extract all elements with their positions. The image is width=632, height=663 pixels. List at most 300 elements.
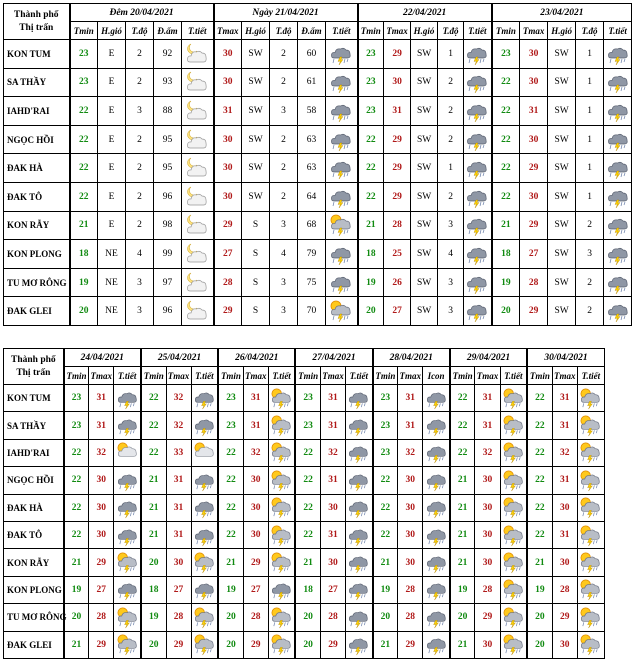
tmax-cell: 31 bbox=[243, 412, 268, 439]
day-header: 27/04/2021 bbox=[295, 349, 372, 367]
tmin-cell: 19 bbox=[450, 576, 475, 603]
table-row bbox=[4, 494, 605, 521]
value-cell: NE bbox=[98, 297, 126, 326]
tmax-cell: 30 bbox=[243, 467, 268, 494]
value-cell: 30 bbox=[520, 125, 548, 154]
table-row bbox=[4, 68, 632, 97]
tmax-cell: 32 bbox=[166, 412, 191, 439]
moon-cloud-icon bbox=[185, 70, 209, 94]
storm-cloud-icon bbox=[425, 606, 448, 629]
weather-cell bbox=[114, 467, 141, 494]
weather-cell bbox=[464, 182, 492, 211]
city-name: SA THẦY bbox=[4, 412, 64, 439]
tmin-cell: 20 bbox=[218, 604, 243, 631]
sun-storm-icon bbox=[270, 496, 293, 519]
storm-cloud-icon bbox=[425, 414, 448, 437]
weather-cell bbox=[604, 68, 632, 97]
value-cell: 22 bbox=[358, 125, 384, 154]
value-cell: 1 bbox=[576, 40, 604, 69]
value-cell: 2 bbox=[270, 125, 298, 154]
tmax-cell: 31 bbox=[166, 467, 191, 494]
tmax-cell: 29 bbox=[89, 631, 114, 658]
value-cell: 18 bbox=[492, 240, 520, 269]
value-cell: SW bbox=[548, 40, 576, 69]
value-cell: 19 bbox=[492, 268, 520, 297]
column-header: Tmax bbox=[320, 367, 345, 385]
city-header-line2: Thị trấn bbox=[19, 22, 54, 33]
weather-cell bbox=[423, 467, 450, 494]
moon-cloud-icon bbox=[185, 271, 209, 295]
value-cell: 30 bbox=[214, 40, 242, 69]
weather-cell bbox=[577, 549, 604, 576]
sun-storm-icon bbox=[116, 633, 139, 656]
weather-cell bbox=[114, 412, 141, 439]
weather-cell bbox=[423, 576, 450, 603]
table-row bbox=[4, 40, 632, 69]
tmin-cell: 23 bbox=[373, 385, 398, 412]
weather-cell bbox=[423, 385, 450, 412]
tmax-cell: 30 bbox=[475, 494, 500, 521]
tmin-cell: 22 bbox=[373, 494, 398, 521]
storm-cloud-icon bbox=[606, 156, 630, 180]
weather-cell bbox=[423, 604, 450, 631]
value-cell: 21 bbox=[492, 211, 520, 240]
sun-storm-icon bbox=[502, 578, 525, 601]
weather-cell bbox=[577, 631, 604, 658]
storm-cloud-icon bbox=[329, 128, 353, 152]
table-row bbox=[4, 549, 605, 576]
tmax-cell: 30 bbox=[320, 549, 345, 576]
sun-storm-icon bbox=[579, 524, 602, 547]
tmax-cell: 30 bbox=[475, 631, 500, 658]
value-cell: 27 bbox=[384, 297, 411, 326]
table-row bbox=[4, 604, 605, 631]
weather-cell bbox=[500, 439, 527, 466]
column-header: Tmax bbox=[384, 22, 411, 40]
weather-cell bbox=[604, 125, 632, 154]
weather-cell bbox=[114, 576, 141, 603]
storm-cloud-icon bbox=[425, 524, 448, 547]
value-cell: 22 bbox=[70, 125, 98, 154]
weather-cell bbox=[114, 604, 141, 631]
value-cell: SW bbox=[548, 211, 576, 240]
storm-cloud-icon bbox=[465, 42, 489, 66]
value-cell: 95 bbox=[154, 154, 182, 183]
tmin-cell: 19 bbox=[64, 576, 89, 603]
sun-storm-icon bbox=[579, 633, 602, 656]
tmax-cell: 27 bbox=[320, 576, 345, 603]
tmin-cell: 22 bbox=[141, 412, 166, 439]
value-cell: 3 bbox=[270, 97, 298, 126]
tmin-cell: 18 bbox=[295, 576, 320, 603]
day-header: 25/04/2021 bbox=[141, 349, 218, 367]
value-cell: 99 bbox=[154, 240, 182, 269]
value-cell: 20 bbox=[492, 297, 520, 326]
table-row bbox=[4, 182, 632, 211]
tmax-cell: 31 bbox=[552, 467, 577, 494]
weather-cell bbox=[346, 467, 373, 494]
weather-cell bbox=[500, 521, 527, 548]
tmax-cell: 30 bbox=[166, 549, 191, 576]
tmax-cell: 27 bbox=[89, 576, 114, 603]
value-cell: 2 bbox=[126, 182, 154, 211]
tmin-cell: 21 bbox=[373, 549, 398, 576]
column-header: T.độ bbox=[270, 22, 298, 40]
value-cell: 88 bbox=[154, 97, 182, 126]
value-cell: 31 bbox=[214, 97, 242, 126]
tmax-cell: 29 bbox=[552, 604, 577, 631]
city-name: IAHD'RAI bbox=[4, 97, 70, 126]
storm-cloud-icon bbox=[606, 242, 630, 266]
tmin-cell: 22 bbox=[218, 439, 243, 466]
sun-storm-icon bbox=[270, 414, 293, 437]
value-cell: 22 bbox=[70, 154, 98, 183]
sun-storm-icon bbox=[329, 213, 353, 237]
value-cell: 3 bbox=[438, 297, 464, 326]
sun-storm-icon bbox=[579, 551, 602, 574]
sun-storm-icon bbox=[502, 524, 525, 547]
tmax-cell: 32 bbox=[552, 439, 577, 466]
value-cell: 93 bbox=[154, 68, 182, 97]
tmin-cell: 21 bbox=[450, 631, 475, 658]
storm-cloud-icon bbox=[465, 99, 489, 123]
sun-storm-icon bbox=[579, 414, 602, 437]
value-cell: 28 bbox=[520, 268, 548, 297]
sun-storm-icon bbox=[502, 469, 525, 492]
weather-cell bbox=[191, 576, 218, 603]
moon-cloud-icon bbox=[185, 128, 209, 152]
table-row bbox=[4, 385, 605, 412]
column-header: Tmin bbox=[70, 22, 98, 40]
value-cell: 2 bbox=[438, 97, 464, 126]
value-cell: 22 bbox=[492, 182, 520, 211]
storm-cloud-icon bbox=[329, 242, 353, 266]
storm-cloud-icon bbox=[329, 42, 353, 66]
day-header: 30/04/2021 bbox=[527, 349, 604, 367]
tmax-cell: 30 bbox=[89, 521, 114, 548]
city-name: ĐAK HÀ bbox=[4, 154, 70, 183]
column-header: T.tiết bbox=[114, 367, 141, 385]
storm-cloud-icon bbox=[329, 99, 353, 123]
storm-cloud-icon bbox=[193, 469, 216, 492]
value-cell: 60 bbox=[298, 40, 326, 69]
value-cell: 27 bbox=[520, 240, 548, 269]
column-header: Tmin bbox=[373, 367, 398, 385]
weather-cell bbox=[423, 494, 450, 521]
weather-cell bbox=[326, 268, 358, 297]
weather-cell bbox=[346, 576, 373, 603]
column-header: Tmin bbox=[295, 367, 320, 385]
weather-cell bbox=[268, 439, 295, 466]
value-cell: 23 bbox=[358, 68, 384, 97]
weather-cell bbox=[604, 154, 632, 183]
city-name: TU MƠ RÔNG bbox=[4, 268, 70, 297]
tmin-cell: 22 bbox=[527, 385, 552, 412]
tmin-cell: 22 bbox=[295, 439, 320, 466]
sun-storm-icon bbox=[579, 469, 602, 492]
value-cell: 58 bbox=[298, 97, 326, 126]
value-cell: 79 bbox=[298, 240, 326, 269]
value-cell: 1 bbox=[438, 40, 464, 69]
value-cell: 29 bbox=[214, 297, 242, 326]
storm-cloud-icon bbox=[606, 128, 630, 152]
tmin-cell: 22 bbox=[218, 521, 243, 548]
tmin-cell: 22 bbox=[527, 412, 552, 439]
weather-cell bbox=[182, 240, 214, 269]
tmin-cell: 23 bbox=[218, 385, 243, 412]
storm-cloud-icon bbox=[465, 242, 489, 266]
day-header: 26/04/2021 bbox=[218, 349, 295, 367]
tmax-cell: 31 bbox=[89, 412, 114, 439]
weather-cell bbox=[500, 467, 527, 494]
value-cell: E bbox=[98, 154, 126, 183]
value-cell: SW bbox=[548, 125, 576, 154]
value-cell: 27 bbox=[214, 240, 242, 269]
storm-cloud-icon bbox=[116, 387, 139, 410]
city-name: NGỌC HỒI bbox=[4, 467, 64, 494]
tmin-cell: 22 bbox=[141, 439, 166, 466]
tmax-cell: 31 bbox=[320, 385, 345, 412]
tmax-cell: 28 bbox=[398, 604, 423, 631]
value-cell: SW bbox=[548, 240, 576, 269]
value-cell: 95 bbox=[154, 125, 182, 154]
sun-storm-icon bbox=[502, 606, 525, 629]
column-header: T.tiết bbox=[268, 367, 295, 385]
tmax-cell: 31 bbox=[475, 412, 500, 439]
value-cell: 1 bbox=[576, 68, 604, 97]
value-cell: 68 bbox=[298, 211, 326, 240]
tmin-cell: 19 bbox=[527, 576, 552, 603]
weather-cell bbox=[500, 604, 527, 631]
value-cell: SW bbox=[242, 125, 270, 154]
table-row bbox=[4, 211, 632, 240]
tmin-cell: 20 bbox=[450, 604, 475, 631]
value-cell: 22 bbox=[358, 154, 384, 183]
tmax-cell: 29 bbox=[89, 549, 114, 576]
weather-cell bbox=[182, 297, 214, 326]
tmax-cell: 31 bbox=[320, 412, 345, 439]
value-cell: 23 bbox=[358, 40, 384, 69]
storm-cloud-icon bbox=[116, 469, 139, 492]
storm-cloud-icon bbox=[347, 606, 370, 629]
weather-cell bbox=[182, 154, 214, 183]
value-cell: S bbox=[242, 240, 270, 269]
tmin-cell: 21 bbox=[450, 494, 475, 521]
value-cell: SW bbox=[411, 154, 438, 183]
tmin-cell: 22 bbox=[295, 521, 320, 548]
column-header: Tmax bbox=[214, 22, 242, 40]
weather-cell bbox=[500, 494, 527, 521]
weather-cell bbox=[464, 40, 492, 69]
weather-cell bbox=[464, 154, 492, 183]
tmin-cell: 22 bbox=[527, 467, 552, 494]
tmax-cell: 29 bbox=[398, 631, 423, 658]
column-header: T.tiết bbox=[182, 22, 214, 40]
sun-storm-icon bbox=[502, 441, 525, 464]
value-cell: 30 bbox=[214, 154, 242, 183]
tmin-cell: 23 bbox=[218, 412, 243, 439]
tmax-cell: 32 bbox=[398, 439, 423, 466]
storm-cloud-icon bbox=[465, 271, 489, 295]
value-cell: 29 bbox=[520, 297, 548, 326]
column-header: Đ.ẩm bbox=[298, 22, 326, 40]
sun-storm-icon bbox=[579, 441, 602, 464]
tmax-cell: 29 bbox=[320, 631, 345, 658]
column-header: Tmax bbox=[475, 367, 500, 385]
sun-storm-icon bbox=[579, 578, 602, 601]
city-header bbox=[4, 4, 70, 40]
table-row bbox=[4, 125, 632, 154]
value-cell: E bbox=[98, 68, 126, 97]
value-cell: 31 bbox=[520, 97, 548, 126]
value-cell: 3 bbox=[126, 268, 154, 297]
weather-cell bbox=[423, 631, 450, 658]
tmax-cell: 31 bbox=[166, 521, 191, 548]
weather-cell bbox=[191, 412, 218, 439]
tmax-cell: 30 bbox=[475, 549, 500, 576]
city-name: KON PLONG bbox=[4, 240, 70, 269]
value-cell: SW bbox=[411, 240, 438, 269]
table-row bbox=[4, 521, 605, 548]
tmin-cell: 21 bbox=[527, 549, 552, 576]
storm-cloud-icon bbox=[116, 524, 139, 547]
tmax-cell: 30 bbox=[475, 467, 500, 494]
city-name: KON PLONG bbox=[4, 576, 64, 603]
weather-cell bbox=[114, 439, 141, 466]
tmax-cell: 31 bbox=[475, 385, 500, 412]
value-cell: SW bbox=[411, 68, 438, 97]
column-header: Tmax bbox=[89, 367, 114, 385]
sun-storm-icon bbox=[502, 496, 525, 519]
value-cell: 2 bbox=[576, 268, 604, 297]
tmin-cell: 20 bbox=[373, 604, 398, 631]
value-cell: 61 bbox=[298, 68, 326, 97]
storm-cloud-icon bbox=[606, 185, 630, 209]
tmax-cell: 31 bbox=[320, 521, 345, 548]
value-cell: 2 bbox=[576, 211, 604, 240]
value-cell: SW bbox=[548, 268, 576, 297]
sun-storm-icon bbox=[116, 606, 139, 629]
column-header: T.độ bbox=[438, 22, 464, 40]
storm-cloud-icon bbox=[606, 99, 630, 123]
tmin-cell: 21 bbox=[64, 549, 89, 576]
weather-cell bbox=[191, 521, 218, 548]
storm-cloud-icon bbox=[606, 70, 630, 94]
value-cell: SW bbox=[411, 268, 438, 297]
tmax-cell: 31 bbox=[398, 385, 423, 412]
tmin-cell: 22 bbox=[141, 385, 166, 412]
tmin-cell: 21 bbox=[141, 467, 166, 494]
storm-cloud-icon bbox=[465, 185, 489, 209]
value-cell: 96 bbox=[154, 297, 182, 326]
weather-cell bbox=[182, 125, 214, 154]
value-cell: 30 bbox=[520, 68, 548, 97]
storm-cloud-icon bbox=[347, 441, 370, 464]
tmin-cell: 22 bbox=[218, 494, 243, 521]
weather-cell bbox=[500, 412, 527, 439]
tmax-cell: 30 bbox=[475, 521, 500, 548]
weather-cell bbox=[191, 604, 218, 631]
sun-cloud-icon bbox=[193, 441, 216, 464]
storm-cloud-icon bbox=[465, 213, 489, 237]
moon-cloud-icon bbox=[185, 299, 209, 323]
value-cell: SW bbox=[411, 211, 438, 240]
tmax-cell: 30 bbox=[398, 467, 423, 494]
weather-cell bbox=[577, 385, 604, 412]
value-cell: 30 bbox=[214, 182, 242, 211]
tmin-cell: 21 bbox=[141, 521, 166, 548]
weather-cell bbox=[268, 521, 295, 548]
weather-cell bbox=[191, 631, 218, 658]
city-header-line1: Thành phố bbox=[13, 9, 59, 20]
value-cell: 3 bbox=[126, 297, 154, 326]
tmin-cell: 23 bbox=[373, 412, 398, 439]
forecast-table-1 bbox=[3, 3, 632, 326]
tmax-cell: 31 bbox=[243, 385, 268, 412]
weather-cell bbox=[268, 385, 295, 412]
tmin-cell: 18 bbox=[141, 576, 166, 603]
value-cell: S bbox=[242, 297, 270, 326]
weather-cell bbox=[191, 549, 218, 576]
sun-cloud-icon bbox=[116, 441, 139, 464]
storm-cloud-icon bbox=[465, 128, 489, 152]
tmax-cell: 30 bbox=[398, 521, 423, 548]
weather-cell bbox=[191, 467, 218, 494]
column-header: Tmax bbox=[552, 367, 577, 385]
tmax-cell: 31 bbox=[552, 385, 577, 412]
value-cell: 70 bbox=[298, 297, 326, 326]
weather-cell bbox=[346, 385, 373, 412]
tmin-cell: 22 bbox=[527, 439, 552, 466]
value-cell: SW bbox=[242, 40, 270, 69]
storm-cloud-icon bbox=[425, 633, 448, 656]
tmin-cell: 22 bbox=[64, 439, 89, 466]
tmin-cell: 22 bbox=[373, 467, 398, 494]
value-cell: 20 bbox=[70, 297, 98, 326]
tmin-cell: 22 bbox=[527, 494, 552, 521]
column-header: H.gió bbox=[242, 22, 270, 40]
weather-cell bbox=[114, 631, 141, 658]
weather-cell bbox=[191, 494, 218, 521]
storm-cloud-icon bbox=[347, 633, 370, 656]
value-cell: 4 bbox=[126, 240, 154, 269]
weather-cell bbox=[423, 549, 450, 576]
weather-cell bbox=[577, 439, 604, 466]
tmin-cell: 23 bbox=[64, 385, 89, 412]
city-name: IAHD'RAI bbox=[4, 439, 64, 466]
weather-cell bbox=[326, 68, 358, 97]
table-row bbox=[4, 467, 605, 494]
tmax-cell: 28 bbox=[475, 576, 500, 603]
value-cell: 28 bbox=[214, 268, 242, 297]
column-header: Icon bbox=[423, 367, 450, 385]
tmax-cell: 31 bbox=[89, 385, 114, 412]
forecast-table-2 bbox=[3, 348, 605, 659]
tmax-cell: 31 bbox=[320, 467, 345, 494]
tmin-cell: 20 bbox=[295, 631, 320, 658]
column-header: T.tiết bbox=[464, 22, 492, 40]
weather-cell bbox=[191, 385, 218, 412]
tmax-cell: 32 bbox=[89, 439, 114, 466]
tmax-cell: 27 bbox=[243, 576, 268, 603]
weather-cell bbox=[604, 268, 632, 297]
value-cell: 3 bbox=[576, 240, 604, 269]
sun-storm-icon bbox=[329, 299, 353, 323]
tmin-cell: 23 bbox=[295, 412, 320, 439]
column-header: H.gió bbox=[98, 22, 126, 40]
tmax-cell: 28 bbox=[552, 576, 577, 603]
weather-cell bbox=[326, 125, 358, 154]
